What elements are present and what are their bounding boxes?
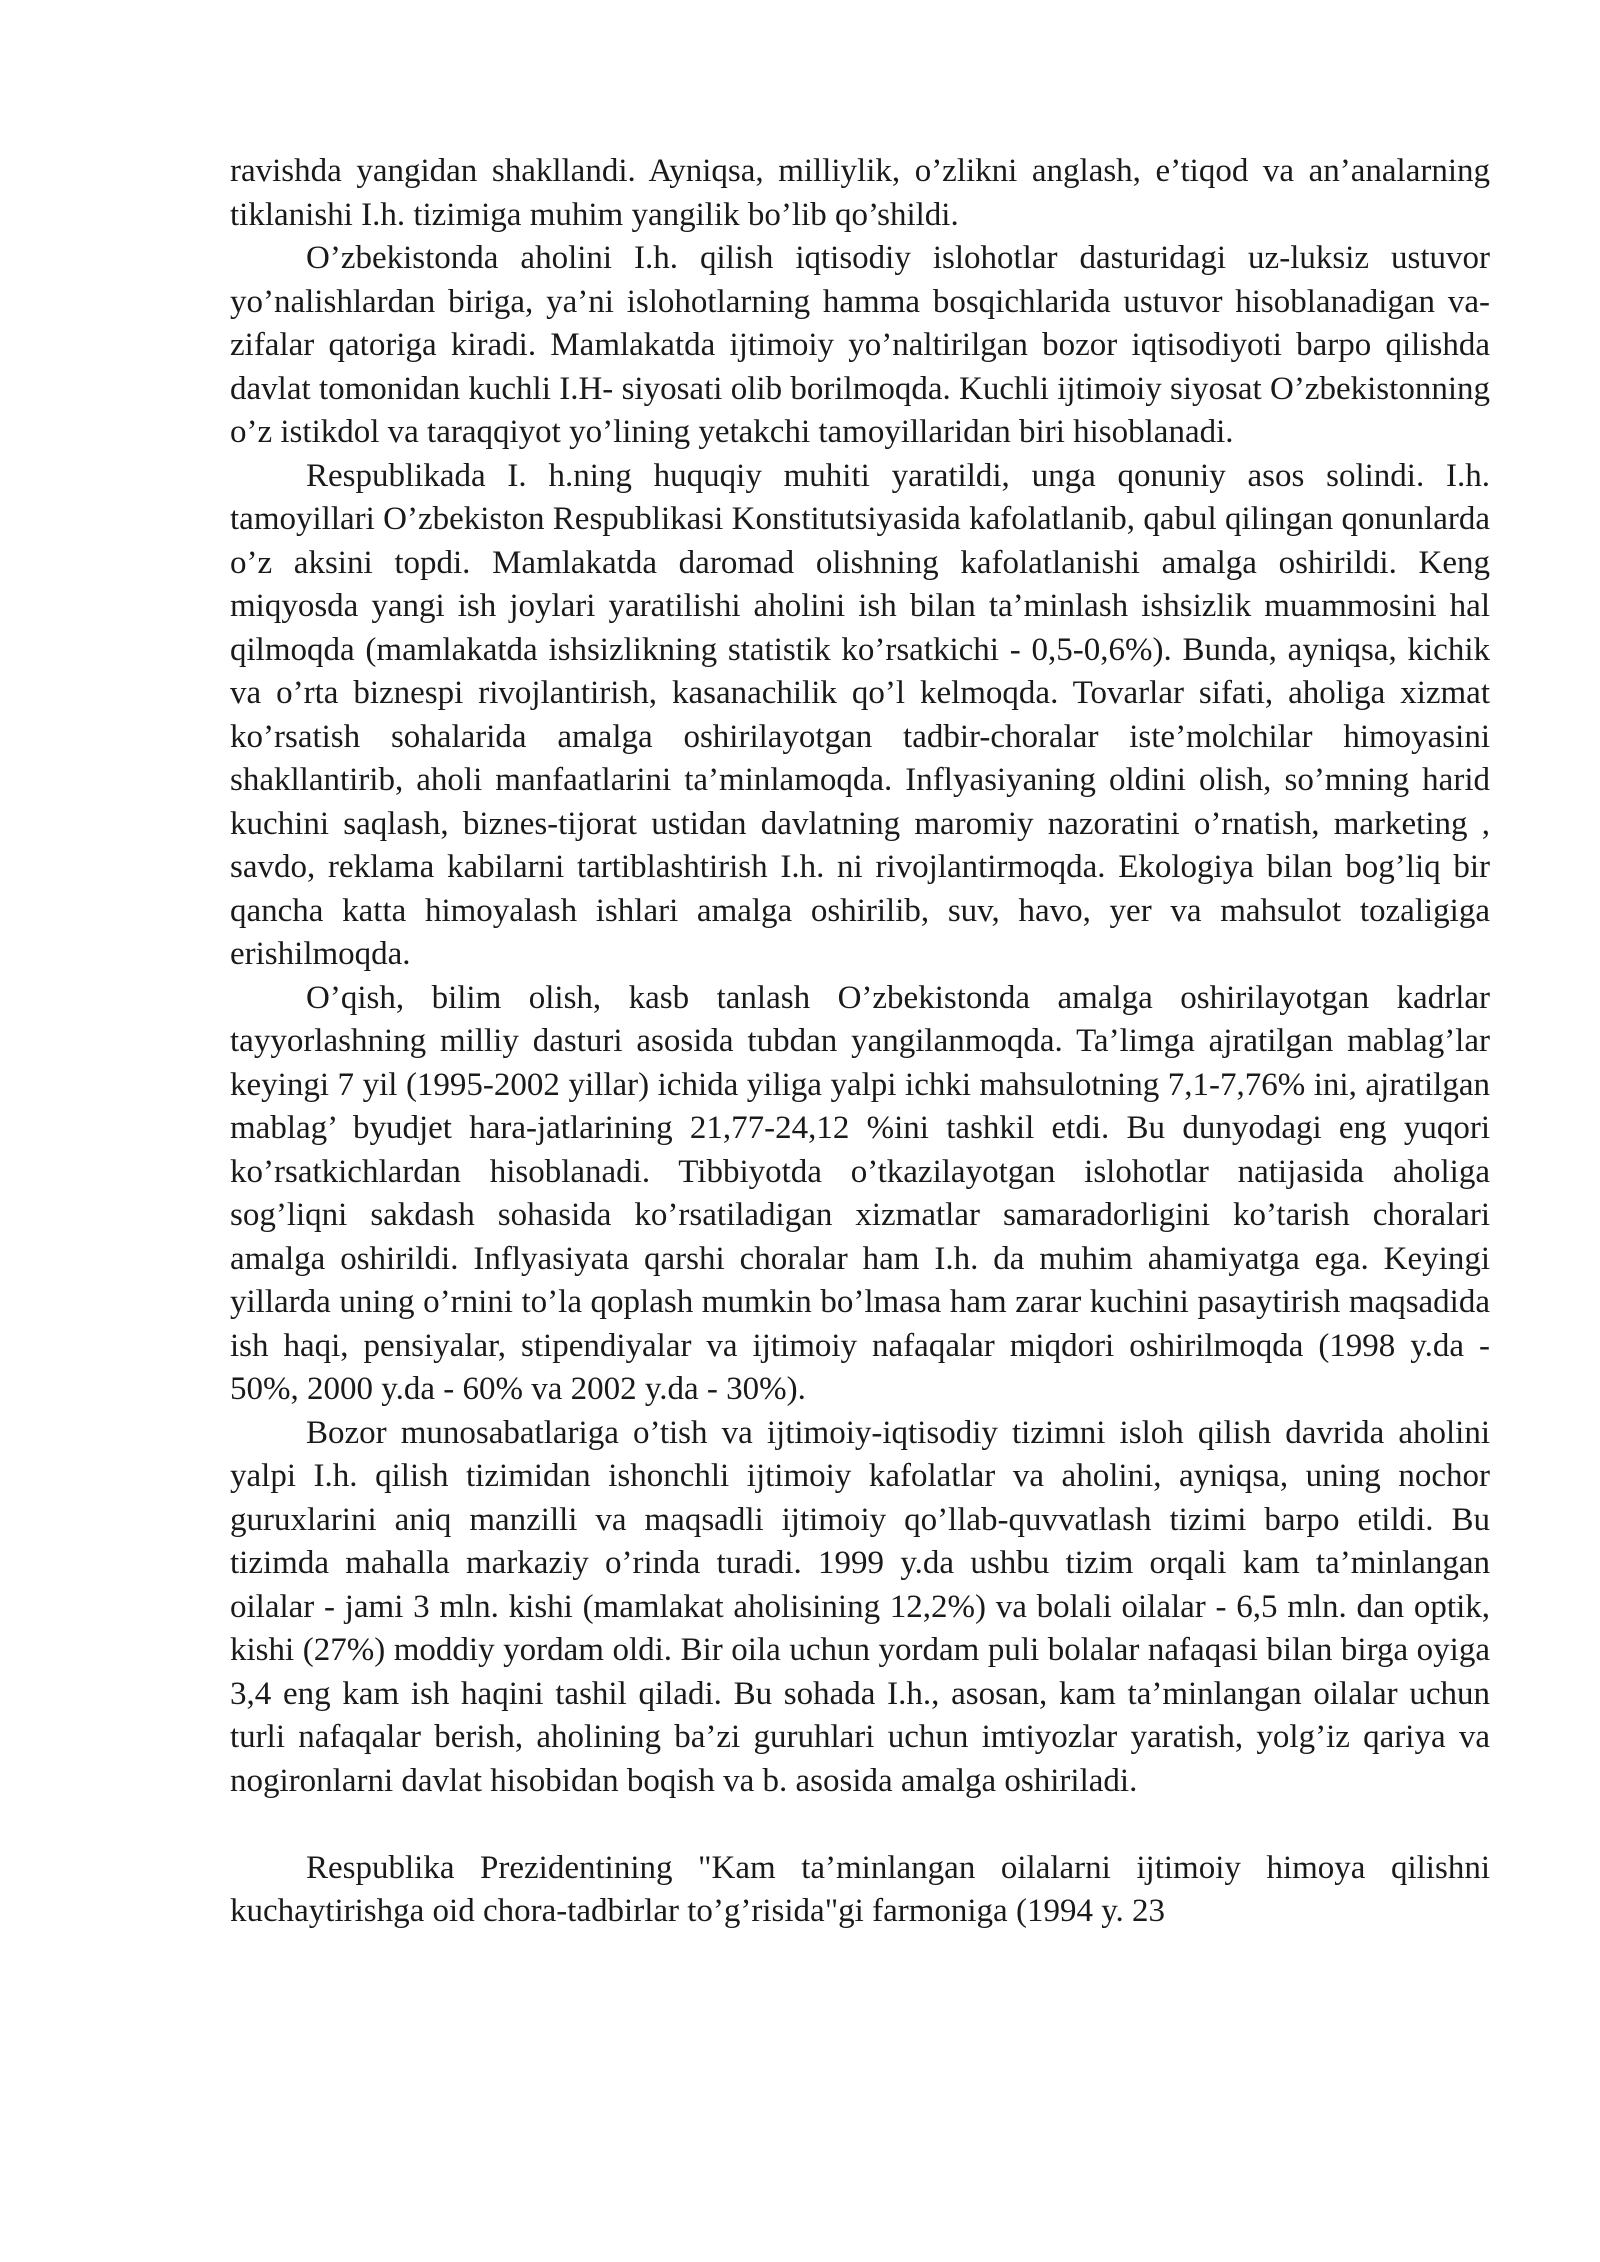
- paragraph-market-transition: Bozor munosabatlariga o’tish va ijtimoiy-iqtisodiy tizimni isloh qilish davrida aholini yalpi I.h. qilish tizimidan ishonchli ijtimoiy kafolatlar va aholini, ayniqsa, uning nochor guruxlarini aniq manzilli va maqsadli ijtimoiy qo’llab-quvvatlash tizimi barpo etildi. Bu tizimda mahalla markaziy o’rinda turadi. 1999 y.da ushbu tizim orqali kam ta’minlangan oilalar - jami 3 mln. kishi (mamlakat aholisining 12,2%) va bolali oilalar - 6,5 mln. dan optik, kishi (27%) moddiy yordam oldi. Bir oila uchun yordam puli bolalar nafaqasi bilan birga oyiga 3,4 eng kam ish haqini tashil qiladi. Bu sohada I.h., asosan, kam ta’minlangan oilalar uchun turli nafaqalar berish, aholining ba’zi guruhlari uchun imtiyozlar yaratish, yolg’iz qariya va nogironlarni davlat hisobidan boqish va b. asosida amalga oshiriladi.: [230, 1414, 1490, 1799]
- paragraph-continuation: ravishda yangidan shakllandi. Ayniqsa, milliylik, o’zlikni anglash, e’tiqod va an’analarning tiklanishi I.h. tizimiga muhim yangilik bo’lib qo’shildi.: [230, 153, 1490, 233]
- paragraph-gap: [230, 1803, 1490, 1847]
- paragraph-education-health: O’qish, bilim olish, kasb tanlash O’zbekistonda amalga oshirilayotgan kadrlar tayyorlashning milliy dasturi asosida tubdan yangilanmoqda. Ta’limga ajratilgan mablag’lar keyingi 7 yil (1995-2002 yillar) ichida yiliga yalpi ichki mahsulotning 7,1-7,76% ini, ajratilgan mablag’ byudjet hara-jatlarining 21,77-24,12 %ini tashkil etdi. Bu dunyodagi eng yuqori ko’rsatkichlardan hisoblanadi. Tibbiyotda o’tkazilayotgan islohotlar natijasida aholiga sog’liqni sakdash sohasida ko’rsatiladigan xizmatlar samaradorligini ko’tarish choralari amalga oshirildi. Inflyasiyata qarshi choralar ham I.h. da muhim ahamiyatga ega. Keyingi yillarda uning o’rnini to’la qoplash mumkin bo’lmasa ham zarar kuchini pasaytirish maqsadida ish haqi, pensiyalar, stipendiyalar va ijtimoiy nafaqalar miqdori oshirilmoqda (1998 y.da - 50%, 2000 y.da - 60% va 2002 y.da - 30%).: [230, 979, 1490, 1407]
- document-page: [230, 150, 1490, 1934]
- paragraph-legal-environment: Respublikada I. h.ning huquqiy muhiti yaratildi, unga qonuniy asos solindi. I.h. tamoyillari O’zbekiston Respublikasi Konstitutsiyasida kafolatlanib, qabul qilingan qonunlarda o’z aksini topdi. Mamlakatda daromad olishning kafolatlanishi amalga oshirildi. Keng miqyosda yangi ish joylari yaratilishi aholini ish bilan ta’minlash ishsizlik muammosini hal qilmoqda (mamlakatda ishsizlikning statistik ko’rsatkichi - 0,5-0,6%). Bunda, ayniqsa, kichik va o’rta biznespi rivojlantirish, kasanachilik qo’l kelmoqda. Tovarlar sifati, aholiga xizmat ko’rsatish sohalarida amalga oshirilayotgan tadbir-choralar iste’molchilar himoyasini shakllantirib, aholi manfaatlarini ta’minlamoqda. Inflyasiyaning oldini olish, so’mning harid kuchini saqlash, biznes-tijorat ustidan davlatning maromiy nazoratini o’rnatish, marketing , savdo, reklama kabilarni tartiblashtirish I.h. ni rivojlantirmoqda. Ekologiya bilan bog’liq bir qancha katta himoyalash ishlari amalga oshirilib, suv, havo, yer va mahsulot tozaligiga erishilmoqda.: [230, 457, 1490, 972]
- paragraph-presidential-decree: Respublika Prezidentining "Kam ta’minlangan oilalarni ijtimoiy himoya qilishni kuchaytirishga oid chora-tadbirlar to’g’risida"gi farmoniga (1994 y. 23: [230, 1849, 1490, 1929]
- paragraph-uzbekistan-social-protection: O’zbekistonda aholini I.h. qilish iqtisodiy islohotlar dasturidagi uz-luksiz ustuvor yo’nalishlardan biriga, ya’ni islohotlarning hamma bosqichlarida ustuvor hisoblanadigan va-zifalar qatoriga kiradi. Mamlakatda ijtimoiy yo’naltirilgan bozor iqtisodiyoti barpo qilishda davlat tomonidan kuchli I.H- siyosati olib borilmoqda. Kuchli ijtimoiy siyosat O’zbekistonning o’z istikdol va taraqqiyot yo’lining yetakchi tamoyillaridan biri hisoblanadi.: [230, 240, 1490, 450]
